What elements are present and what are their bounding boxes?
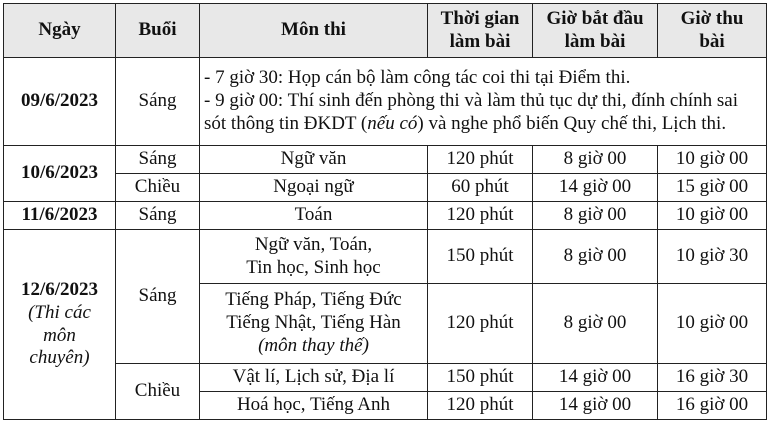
header-duration-line2: làm bài xyxy=(449,30,511,52)
date-cell: 09/6/2023 xyxy=(4,58,116,146)
header-start-line1: Giờ bắt đầu xyxy=(546,7,644,29)
intro-line-2-end: ) và nghe phổ biến Quy chế thi, Lịch thi. xyxy=(417,112,727,134)
duration-cell: 150 phút xyxy=(428,230,533,284)
intro-line-2 xyxy=(204,90,762,136)
end-cell: 10 giờ 30 xyxy=(658,230,767,284)
subject-cell xyxy=(200,230,428,284)
header-start-line2: làm bài xyxy=(564,30,626,52)
intro-line-2-italic: nếu có xyxy=(367,112,418,134)
start-cell: 8 giờ 00 xyxy=(533,146,658,174)
start-cell: 8 giờ 00 xyxy=(533,202,658,230)
date-note-line-3: chuyên) xyxy=(29,347,90,369)
header-end xyxy=(658,4,767,58)
session-cell: Sáng xyxy=(116,202,200,230)
header-start xyxy=(533,4,658,58)
header-end-line2: bài xyxy=(699,30,725,52)
header-subject: Môn thi xyxy=(200,4,428,58)
date-cell-date: 12/6/2023 xyxy=(20,278,99,300)
header-end-line1: Giờ thu xyxy=(680,7,744,29)
subject-cell: Ngữ văn xyxy=(200,146,428,174)
subject-line-1: Tiếng Pháp, Tiếng Đức xyxy=(225,289,402,311)
date-note-line-1: (Thi các xyxy=(28,301,91,323)
start-cell: 8 giờ 00 xyxy=(533,230,658,284)
end-cell: 16 giờ 30 xyxy=(658,364,767,392)
session-cell: Chiều xyxy=(116,364,200,420)
header-date: Ngày xyxy=(4,4,116,58)
session-cell: Sáng xyxy=(116,146,200,174)
subject-line-2: Tiếng Nhật, Tiếng Hàn xyxy=(226,312,401,334)
end-cell: 10 giờ 00 xyxy=(658,202,767,230)
subject-line-1: Ngữ văn, Toán, xyxy=(254,233,373,255)
subject-cell: Toán xyxy=(200,202,428,230)
start-cell: 14 giờ 00 xyxy=(533,364,658,392)
start-cell: 14 giờ 00 xyxy=(533,392,658,420)
start-cell: 14 giờ 00 xyxy=(533,174,658,202)
end-cell: 10 giờ 00 xyxy=(658,146,767,174)
start-cell: 8 giờ 00 xyxy=(533,284,658,364)
duration-cell: 120 phút xyxy=(428,392,533,420)
end-cell: 10 giờ 00 xyxy=(658,284,767,364)
table-row xyxy=(4,364,767,392)
duration-cell: 120 phút xyxy=(428,146,533,174)
intro-line-2-text: - 9 giờ 00: Thí sinh đến phòng thi và làm thủ tục dự thi, đính chính sai sót thông tin ĐKDT ( xyxy=(204,90,739,134)
subject-cell xyxy=(200,284,428,364)
date-note-line-2: môn xyxy=(43,324,76,346)
header-duration xyxy=(428,4,533,58)
end-cell: 15 giờ 00 xyxy=(658,174,767,202)
table-row xyxy=(4,174,767,202)
subject-cell: Hoá học, Tiếng Anh xyxy=(200,392,428,420)
duration-cell: 60 phút xyxy=(428,174,533,202)
table-row xyxy=(4,202,767,230)
table-row xyxy=(4,146,767,174)
header-session: Buổi xyxy=(116,4,200,58)
end-cell: 16 giờ 00 xyxy=(658,392,767,420)
subject-note: (môn thay thế) xyxy=(258,334,369,356)
session-cell: Sáng xyxy=(116,58,200,146)
session-cell: Sáng xyxy=(116,230,200,364)
date-cell: 10/6/2023 xyxy=(4,146,116,202)
subject-line-2: Tin học, Sinh học xyxy=(246,256,381,278)
intro-notes xyxy=(200,58,767,146)
duration-cell: 120 phút xyxy=(428,284,533,364)
session-cell: Chiều xyxy=(116,174,200,202)
duration-cell: 150 phút xyxy=(428,364,533,392)
table-row xyxy=(4,58,767,146)
date-cell: 11/6/2023 xyxy=(4,202,116,230)
table-row xyxy=(4,230,767,284)
exam-schedule-table xyxy=(3,3,767,420)
date-cell xyxy=(4,230,116,420)
subject-cell: Ngoại ngữ xyxy=(200,174,428,202)
header-row xyxy=(4,4,767,58)
header-duration-line1: Thời gian xyxy=(440,7,520,29)
duration-cell: 120 phút xyxy=(428,202,533,230)
subject-cell: Vật lí, Lịch sử, Địa lí xyxy=(200,364,428,392)
intro-line-1: - 7 giờ 30: Họp cán bộ làm công tác coi thi tại Điểm thi. xyxy=(204,67,631,89)
